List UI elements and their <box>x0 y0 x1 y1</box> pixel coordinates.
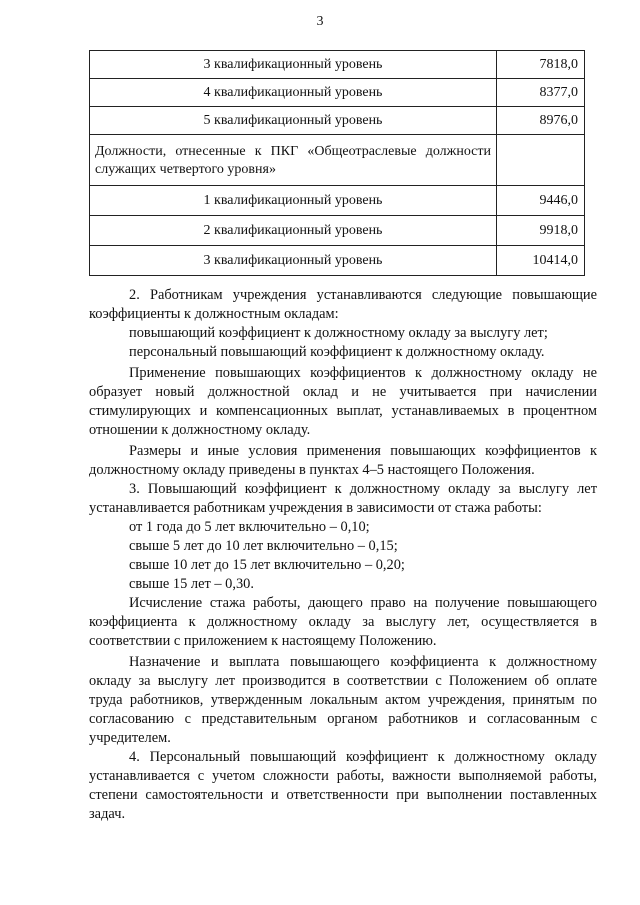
paragraph: 3. Повышающий коэффициент к должностному окладу за выслугу лет устанавливается работникам учреждения в зависимости от стажа работы: <box>89 481 597 516</box>
list-item: от 1 года до 5 лет включительно – 0,10; <box>129 519 370 535</box>
list-item: повышающий коэффициент к должностному окладу за выслугу лет; <box>129 325 548 341</box>
table-cell-empty <box>497 135 585 186</box>
document-body <box>89 286 597 824</box>
list-item: свыше 15 лет – 0,30. <box>129 576 254 592</box>
salary-table <box>89 50 585 276</box>
table-row <box>90 186 585 216</box>
table-cell-level: 3 квалификационный уровень <box>90 51 497 79</box>
table-cell-level: 5 квалификационный уровень <box>90 107 497 135</box>
paragraph: Назначение и выплата повышающего коэффициента к должностному окладу за выслугу лет производится в соответствии с Положением об оплате труда работников, утвержденным локальным актом учреждения, принятым по согласованию с представительным органом работников и согласованным с учредителем. <box>89 654 597 746</box>
table-cell-salary: 10414,0 <box>497 246 585 276</box>
list-item: персональный повышающий коэффициент к должностному окладу. <box>129 344 545 360</box>
list-item: свыше 5 лет до 10 лет включительно – 0,15; <box>129 538 398 554</box>
table-row <box>90 107 585 135</box>
table-row <box>90 246 585 276</box>
table-cell-level: 4 квалификационный уровень <box>90 79 497 107</box>
table-cell-level: 3 квалификационный уровень <box>90 246 497 276</box>
paragraph: Размеры и иные условия применения повышающих коэффициентов к должностному окладу приведены в пунктах 4–5 настоящего Положения. <box>89 443 597 478</box>
table-cell-salary: 8976,0 <box>497 107 585 135</box>
list-item: свыше 10 лет до 15 лет включительно – 0,20; <box>129 557 405 573</box>
table-cell-salary: 8377,0 <box>497 79 585 107</box>
page-number: 3 <box>316 14 324 29</box>
table-cell-salary: 7818,0 <box>497 51 585 79</box>
table-row <box>90 216 585 246</box>
paragraph: 2. Работникам учреждения устанавливаются следующие повышающие коэффициенты к должностным окладам: <box>89 287 597 322</box>
paragraph: Исчисление стажа работы, дающего право на получение повышающего коэффициента к должностному окладу за выслугу лет, осуществляется в соответствии с приложением к настоящему Положению. <box>89 595 597 649</box>
table-cell-salary: 9918,0 <box>497 216 585 246</box>
table-group-label: Должности, отнесенные к ПКГ «Общеотраслевые должности служащих четвертого уровня» <box>90 135 497 186</box>
paragraph: 4. Персональный повышающий коэффициент к должностному окладу устанавливается с учетом сложности работы, важности выполняемой работы, степени самостоятельности и ответственности при выполнении поставленных задач. <box>89 749 597 822</box>
table-row <box>90 79 585 107</box>
table-cell-level: 2 квалификационный уровень <box>90 216 497 246</box>
table-group-row <box>90 135 585 186</box>
table-cell-salary: 9446,0 <box>497 186 585 216</box>
paragraph: Применение повышающих коэффициентов к должностному окладу не образует новый должностной оклад и не учитывается при начислении стимулирующих и компенсационных выплат, устанавливаемых в процентном отношении к должностному окладу. <box>89 365 597 438</box>
table-row <box>90 51 585 79</box>
table-cell-level: 1 квалификационный уровень <box>90 186 497 216</box>
